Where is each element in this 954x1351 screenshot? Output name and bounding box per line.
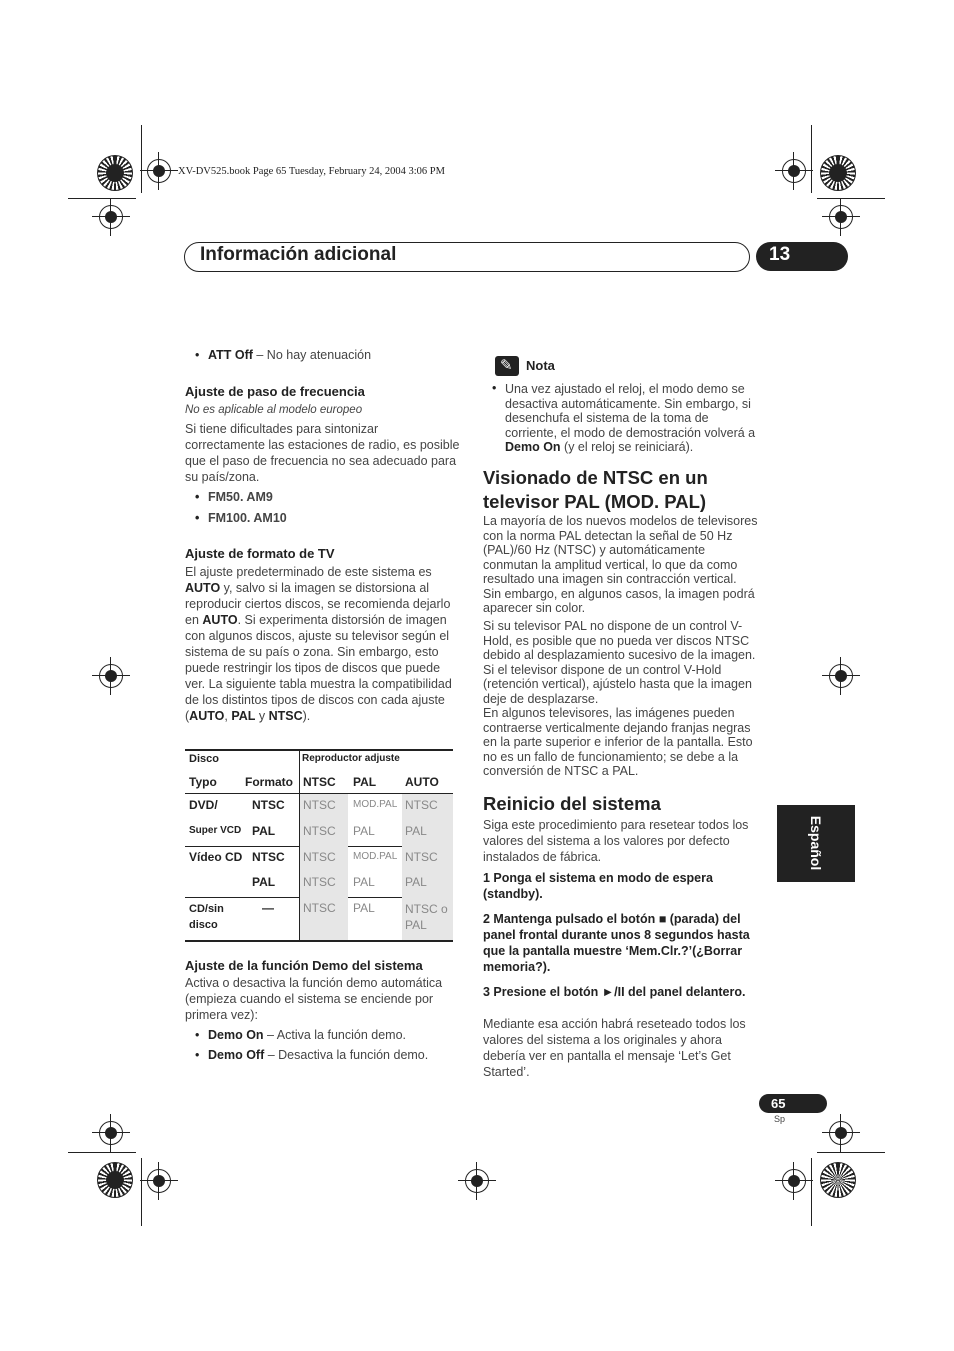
section-heading: Visionado de NTSC en un televisor PAL (MOD. PAL): [483, 467, 708, 512]
table-header: PAL: [353, 775, 377, 789]
table-cell: PAL: [405, 824, 427, 838]
note-icon: ✎: [495, 356, 519, 376]
table-cell: MOD.PAL: [353, 799, 398, 810]
table-cell: NTSC: [405, 850, 438, 864]
registration-crosshair: [829, 1121, 853, 1145]
step-3: 3 Presione el botón ►/II del panel delantero.: [483, 985, 746, 999]
paragraph: Siga este procedimiento para resetear todos los valores del sistema a los valores por defecto instalados de fábrica.: [483, 818, 749, 864]
step-2: 2 Mantenga pulsado el botón ■ (parada) del panel frontal durante unos 8 segundos hasta que la pantalla muestre ‘Mem.Clr.?’(¿Borrar memoria?).: [483, 912, 750, 974]
paragraph: El ajuste predeterminado de este sistema es AUTO y, salvo si la imagen se distorsiona al reproducir ciertos discos, se recomienda dejarlo en AUTO. Si experimenta distorsión de imagen con algunos discos, ajuste su televisor según el sistema de su país o zona. Sin embargo, esto puede restringir los tipos de discos que puede ver. La siguiente tabla muestra la compatibilidad de los distintos tipos de discos con cada ajuste (AUTO, PAL y NTSC).: [185, 565, 452, 723]
table-cell: NTSC o PAL: [405, 902, 448, 932]
table-rule: [185, 749, 453, 751]
page-number: 65: [771, 1096, 786, 1111]
table-header: AUTO: [405, 775, 439, 789]
table-cell: NTSC: [252, 850, 285, 864]
table-cell: NTSC: [405, 798, 438, 812]
table-cell: NTSC: [303, 850, 336, 864]
book-info: XV-DV525.book Page 65 Tuesday, February 24, 2004 3:06 PM: [178, 166, 445, 177]
table-cell: PAL: [353, 824, 375, 838]
registration-star-bottom-left: [97, 1162, 133, 1198]
registration-crosshair: [782, 1169, 806, 1193]
table-cell: NTSC: [303, 824, 336, 838]
page-language: Sp: [774, 1114, 786, 1124]
list-item: • ATT Off – No hay atenuación: [208, 348, 371, 362]
table-rule: [185, 940, 453, 942]
section-heading: Ajuste de la función Demo del sistema: [185, 958, 423, 973]
italic-note: No es aplicable al modelo europeo: [185, 404, 363, 416]
table-cell: NTSC: [303, 901, 336, 915]
list-item: • Demo On – Activa la función demo.: [208, 1028, 406, 1042]
registration-crosshair: [829, 205, 853, 229]
paragraph: Activa o desactiva la función demo automática (empieza cuando el sistema se enciende por primera vez):: [185, 976, 443, 1022]
registration-star-top-right: [820, 155, 856, 191]
table-header: Formato: [245, 775, 293, 789]
registration-star-bottom-right: [820, 1162, 856, 1198]
list-item: • FM100. AM10: [208, 511, 287, 525]
table-cell: PAL: [353, 901, 375, 915]
paragraph: La mayoría de los nuevos modelos de televisores con la norma PAL detectan la señal de 50 Hz (PAL)/60 Hz (NTSC) y automáticamente conmutan la amplitud vertical, lo que da como resultado una imagen sin contracción vertical. Sin embargo, en algunos casos, la imagen podrá aparecer sin color.: [483, 514, 758, 615]
table-cell: —: [262, 901, 274, 915]
registration-crosshair: [99, 205, 123, 229]
list-item: • Demo Off – Desactiva la función demo.: [208, 1048, 428, 1062]
section-heading: Reinicio del sistema: [483, 793, 661, 814]
table-cell: PAL: [252, 824, 276, 838]
language-tab-label: Español: [808, 815, 824, 871]
registration-crosshair: [147, 159, 171, 183]
table-shade: [300, 794, 348, 940]
table-cell: PAL: [353, 875, 375, 889]
table-cell: MOD.PAL: [353, 851, 398, 862]
list-item: • FM50. AM9: [208, 490, 273, 504]
chapter-number: 13: [769, 244, 791, 265]
table-header: NTSC: [303, 775, 336, 789]
registration-crosshair: [99, 664, 123, 688]
table-cell: Super VCD: [189, 825, 242, 836]
paragraph: Si tiene dificultades para sintonizar correctamente las estaciones de radio, es posible que el paso de frecuencia no sea adecuado para su país/zona.: [185, 422, 460, 484]
paragraph: Si su televisor PAL no dispone de un control V-Hold, es posible que no pueda ver discos NTSC debido al desplazamiento sucesivo de la imagen. Si el televisor dispone de un control V-Hold (retención vertical), ajústelo hasta que la imagen deje de desplazarse.: [483, 619, 756, 706]
table-cell: PAL: [405, 875, 427, 889]
table-cell: NTSC: [303, 798, 336, 812]
note-label: Nota: [526, 358, 555, 373]
table-cell: Vídeo CD: [189, 850, 243, 864]
section-title: Información adicional: [200, 244, 397, 265]
section-heading: Ajuste de formato de TV: [185, 546, 335, 561]
registration-crosshair: [147, 1169, 171, 1193]
section-heading: Ajuste de paso de frecuencia: [185, 384, 365, 399]
page-badge: [759, 1094, 827, 1113]
table-cell: CD/sin disco: [189, 903, 224, 931]
table-cell: NTSC: [303, 875, 336, 889]
registration-crosshair: [782, 159, 806, 183]
table-cell: DVD/: [189, 798, 218, 812]
registration-crosshair: [465, 1169, 489, 1193]
registration-crosshair: [99, 1121, 123, 1145]
paragraph: Mediante esa acción habrá reseteado todos los valores del sistema a los originales y ahora debería ver en pantalla el mensaje ‘Let’s Get Started’.: [483, 1017, 746, 1079]
table-cell: PAL: [252, 875, 276, 889]
table-cell: NTSC: [252, 798, 285, 812]
registration-crosshair: [829, 664, 853, 688]
table-header: Typo: [189, 775, 217, 789]
note-text: Una vez ajustado el reloj, el modo demo se desactiva automáticamente. Sin embargo, si desenchufa el sistema de la toma de corriente, el modo de demostración volverá a Demo On (y el reloj se reiniciará).: [505, 382, 756, 454]
table-header: Disco: [189, 753, 219, 765]
table-header: Reproductor adjuste: [302, 753, 400, 764]
bullet-dot: •: [492, 381, 497, 395]
paragraph: En algunos televisores, las imágenes pueden contraerse verticalmente dejando franjas negras en la parte superior e inferior de la pantalla. Esto no es un fallo de funcionamiento; se debe a la conversión de NTSC a PAL.: [483, 706, 753, 778]
registration-star-top-left: [97, 155, 133, 191]
step-1: 1 Ponga el sistema en modo de espera (standby).: [483, 871, 713, 901]
